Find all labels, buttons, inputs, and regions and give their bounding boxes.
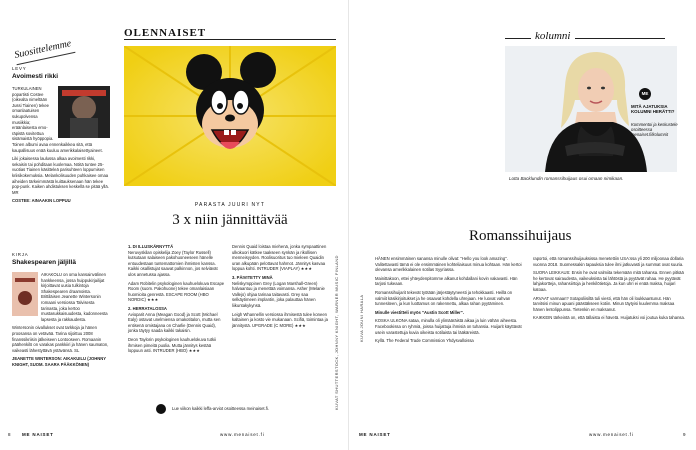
review-column-1: [128, 244, 226, 357]
column-p9: ARVAAT varmaan? Sotapoliisiltä tuli viesti, että hän oli loukkaantunut. Hän tarvitsisi minun apuani päästäkseen kotiin. Minun täytyisi kuulemma maksaa hänen lentolippunsa. Tietenkin en maksanut.: [533, 295, 675, 312]
kolumni-script: kolumni: [535, 30, 571, 42]
cartoon-mouse-illustration: [124, 46, 336, 186]
review-2-continued: Dennis Quaid loistaa miehenä, jonka sympaattinen ulkokuori kätkee taakseen synkän ja rikollisen menneisyyden. Roolisuoritus tuo mieleen Quaidin uran alkupään pelottavat hahmot. Jännitys kasvaa loppua kohti. INTRUDER (VIAPLAY) ★★★: [232, 244, 327, 272]
column-p1: HÄNEN ensimmäinen sanansa minulle olivat: "Hello you look amazing". Valitettavasti tämä ei ole ensimmäinen kohteliaisuus minua kohtaan. Hän kertoi olevansa amerikkalainen sotilas Syyriassa.: [375, 256, 522, 273]
book-cover-art: [12, 272, 38, 316]
review-3-text-b: Leigh Whannellin versiossa ihmisestä tulee koneen kaltainen ja kosto vie mukanaan. Scifiä, toimintaa ja jännitystä. UPGRADE (C MORE) ★★★: [232, 311, 328, 328]
album-cover: [58, 86, 110, 138]
review-2-text: Avioparit Anna (Meagan Good) ja Scott (Michael Ealy) ostavat unelmiensa omakotitalon, mutta sen entisenä omistajana on Charlie (Dennis Quaid), jonka täytyy saada kaikki takaisin.: [128, 311, 221, 334]
left-page-number: 8: [8, 432, 11, 437]
levy-section: [12, 66, 110, 207]
image-credit: KUVAT SHUTTERSTOCK, JOHNNY KNIGHT, WARNER MUSIC FINLAND: [334, 255, 339, 410]
author-photo-credit: KUVA JOUNI HARALA: [359, 294, 364, 342]
column-p8: SUORA LEIKKAUS: Ensin he ovat valmiita tekemään mitä tahansa. Ennen pitkää he kertovat sairaudesta, vaikeuksista tai lähtöstä ja pyytävät rahaa. He pyytävät lahjakortteja, rahansiirtoja ja henkilötietoja. Ja kun uhri ei enää maksa, huijari katoaa.: [533, 270, 684, 292]
column-p4: Minulle viestitteli myös "Austin Scott Miller".: [375, 309, 464, 315]
right-page-number: 9: [683, 432, 686, 437]
levy-category: LEVY: [12, 66, 27, 71]
right-footer-url: www.menaiset.fi: [589, 432, 634, 437]
headline: 3 x niin jännittävää: [172, 212, 288, 228]
review-2-text-b: Deon Taylorin psykologinen kauhuelokuva tutkii ihmisen pimeitä puolia. Mutta jännitys kestää loppuun asti. INTRUDER (HBO) ★★★: [128, 336, 216, 354]
right-page: [348, 0, 696, 450]
review-3-heading: 3. PÄIVITETTY MINÄ: [232, 274, 273, 280]
column-p5: KOSKA ULKONA sataa, minulla oli ylimääräistä aikaa ja luin vähän aiheesta. Facebookissa on ryhmiä, joissa huijattuja ihmisiä on tuhansia. Huijarit käyttävät usein varastettuja kuvia oikeista sotilaista tai lääkäreistä.: [375, 318, 522, 335]
left-footer-url: www.menaiset.fi: [220, 432, 265, 437]
column-title: Romanssihuijaus: [469, 228, 572, 244]
levy-title: Avoimesti rikki: [12, 73, 59, 80]
review-note: Lue viikon kaikki leffa-arviot osoitteessa meinaiset.fi.: [172, 406, 269, 411]
kicker: PARASTA JUURI NYT: [194, 202, 266, 208]
kirja-category: KIRJA: [12, 252, 29, 257]
kolumni-rule-left: [505, 38, 531, 39]
review-column-2: [232, 244, 332, 331]
comment-question: MITÄ AJATUKSIA KOLUMNI HERÄTTI?: [631, 104, 675, 115]
album-cover-art: [58, 86, 110, 138]
review-3-text: Neliskymppinen Grey (Logan Marshall-Green) halvaantuu ja menettää voimansa. Asher (Melanie Vallejo) ohjaa tarinaa taitavasti. Grey saa selkäytimeen implantin, joka palauttaa hänen liikuntakykynsä.: [232, 280, 325, 308]
section-script: Suosittelemme: [13, 38, 73, 61]
column-p10: KAIKKEIN tärkeintä on, että tällaista ei hävetä. Huijatuksi voi joutua kuka tahansa.: [533, 315, 685, 321]
column-p7: raportoi, että romanssihuijauksissa menetettiin USA:ssa yli 200 miljoonaa dollaria vuonna 2018. Suomessakin tapauksia tulee ilmi jatkuvasti ja summat ovat suuria.: [533, 256, 684, 267]
section-title: OLENNAISET: [124, 27, 207, 39]
column-text-2: [533, 256, 685, 324]
column-p3: Romanssihuijarit tekevät työtään järjestäytyneesti ja tehokkaasti. Heillä on valmiit käsikirjoitukset ja he osaavat kohdella uhrejaan. He luovat vahvan tunnesiteen, ja kun luottamus on rakennettu, alkaa rahan pyytäminen.: [375, 289, 513, 307]
review-1-heading: 1. DI ILLUSKÄRNYTTÄ: [128, 244, 174, 249]
comment-link[interactable]: Kommentoi ja keskustele osoitteessa menaiset.fi/kolumnit: [631, 122, 678, 138]
review-2-heading: 2. HERRATALOSSA: [128, 305, 167, 311]
kirja-section: [12, 252, 110, 371]
column-p2: Mainittakoon, ettei yhteydenpitomme alkanut kohdallani kovin vakavasti. Hän tarjosi tukeaan.: [375, 275, 518, 287]
photo-caption: Lotta Backlundin romanssihuijaus osui omaan nimikaan.: [509, 176, 624, 181]
column-p6: Kyllä. The Federal Trade Commission Yhdysvalloissa: [375, 338, 474, 344]
me-badge: ME: [639, 88, 651, 100]
levy-body-2: Liki jokaisessa laulussa alkaa avoimesti rikki, sekaisin tai pohditaan kuolemaa. Nöitä tuntee 25-vuotias Tiainen käsitteleä parisuhteen loppumisen kriisikokemuksia. Melankolisuuden puhkaisee omaa aiheiden tärkeimmästä kuittauksenaan hän tekee pop-punk. Kaiken ahdistuksen keskellä se pitää yllä. MR: [12, 156, 109, 195]
kirja-body-1: AIKAKOLU on oma kansainvälinen hankkeensa, jossa huippukirjailijat kirjoittavat uusia tulkintoja Shakespearen draamoista. Brittiläisen Jeanette Wintersonin romaani versiossa Talvisesta tarinasta, joka kertoo mustasukkaisuudesta, kadonneesta lapsesta ja rakkaudesta.: [41, 272, 108, 322]
left-footer-mag: ME NAISET: [22, 432, 54, 437]
levy-body-1: TURKULAINEN popartisti Costee (oikealta nimeltään Jussi Tiainen) tekee omanlaatuisen sukupolvensa musiikkia; eräänlaisesta emo-räpistä sovitettua sisämaistä hyöppopia. Toinen albumi avaa ennenkaikkea sitä, että kaupallisuus enää kuuluu amerikkalaisettyaineet.: [12, 86, 103, 153]
kirja-credit: JEANETTE WINTERSON: AIKAKUILU (JOHNNY KNIGHT, SUOM. SAARA PÄÄKKÖNEN): [12, 356, 106, 367]
review-1-text-b: Adam Robitelin psykologinen kauhuelokuva Escape Room (suom. Pakohuone) tekee omanlaisiaan huomioita genrestä. ESCAPE ROOM (HBO NORDIC) ★★★: [128, 280, 225, 303]
column-text-1: [375, 256, 525, 347]
book-cover: [12, 272, 38, 316]
review-1-text: Neruvyskilan opiskelija Zoey (Taylor Russell) kutsutaan salaiseen pakohuoneeseen hänelle entuudestaan tuntemattomien ihmisten kanssa. Kaikki osallistujat saavat palkinnon, jos selviävät ulos annetussa ajassa.: [128, 249, 218, 277]
movie-poster: [124, 46, 336, 186]
section-rule: [124, 39, 336, 40]
right-footer-mag: ME NAISET: [359, 432, 391, 437]
kolumni-rule-right: [575, 38, 665, 39]
kirja-body-2: Wintersonin oivallukset ovat tarkkoja ja hänen proosansa on vetävää. Tarina sijoittuu 2008 finanssikriisin jälkeiseen Lontooseen. Romaanin päähenkilö on varakas pankkiiri ja hänen saumaton, vaikeasti lähestyttävä ystävänsä. SL: [12, 325, 109, 353]
kirja-title: Shakespearen jäljillä: [12, 259, 76, 266]
levy-credit: COSTEE: AINAAKIN LOPPUU: [12, 198, 71, 204]
me-logo-badge: [156, 404, 166, 414]
